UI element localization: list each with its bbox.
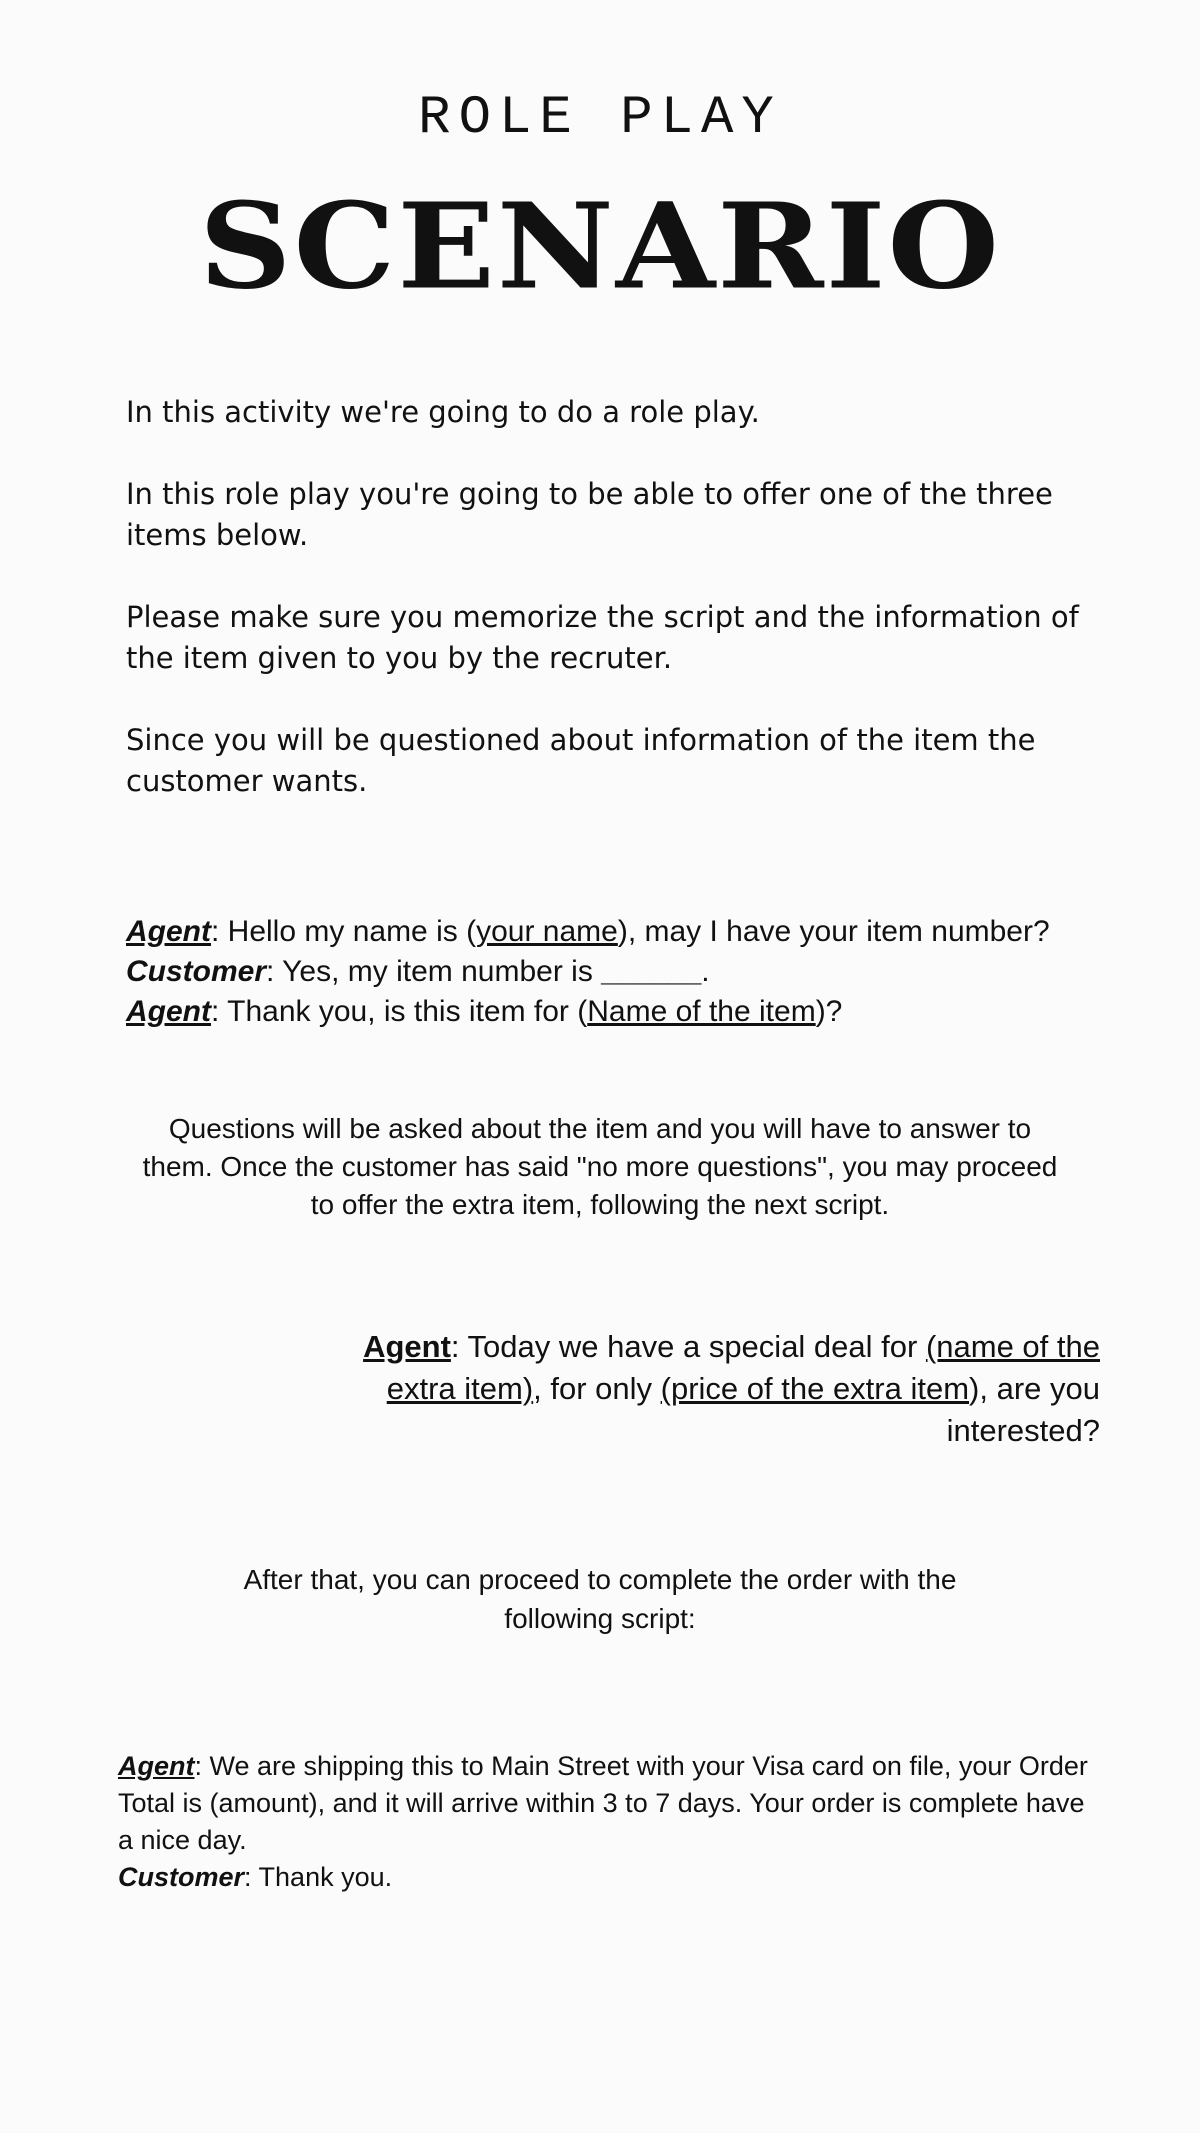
placeholder-extra-item: (name of the extra item) [386, 1329, 1100, 1406]
placeholder-your-name: your name [476, 915, 618, 948]
speaker-customer: Customer [118, 1862, 245, 1892]
script-line-2 [126, 952, 1106, 992]
page-title: SCENARIO [199, 178, 1001, 316]
speaker-agent: Agent [126, 995, 211, 1028]
offer-text: : Today we have a special deal for [450, 1329, 926, 1364]
offer-text: , for only [533, 1371, 661, 1406]
closing-script [118, 1748, 1098, 1896]
item-number-blank: ______ [601, 955, 702, 988]
offer-script [320, 1326, 1100, 1452]
speaker-customer: Customer [126, 955, 267, 988]
intro-paragraph-4: Since you will be questioned about information of the item the customer wants. [126, 723, 1036, 798]
closing-text: : Thank you. [244, 1862, 393, 1892]
closing-agent-line [118, 1748, 1098, 1859]
speaker-agent: Agent [126, 915, 211, 948]
instructions-text: Questions will be asked about the item and you will have to answer to them. Once the customer has said "no more questions", you may proceed to offer the extra item, following the next script. [142, 1113, 1058, 1220]
script-line-1 [126, 912, 1106, 952]
intro-text [126, 392, 1086, 843]
script-text: ), may I have your item number? [617, 915, 1050, 948]
closing-text: : We are shipping this to Main Street with your Visa card on file, your Order Total is (amount), and it will arrive within 3 to 7 days. Your order is complete have a nice day. [118, 1751, 1088, 1855]
speaker-agent: Agent [118, 1751, 195, 1781]
script-text: )? [815, 995, 843, 1028]
after-text: After that, you can proceed to complete the order with the following script: [243, 1564, 957, 1634]
closing-customer-line [118, 1859, 1098, 1896]
intro-paragraph-1: In this activity we're going to do a role play. [126, 395, 760, 429]
intro-paragraph-3: Please make sure you memorize the script and the information of the item given to you by the recruter. [126, 600, 1079, 675]
offer-text: ), are you interested? [946, 1371, 1100, 1448]
script-text: . [701, 955, 710, 988]
speaker-agent: Agent [363, 1329, 451, 1364]
placeholder-extra-price: (price of the extra item [660, 1371, 970, 1406]
kicker-heading: ROLE PLAY [418, 88, 782, 149]
intro-paragraph-2: In this role play you're going to be able to offer one of the three items below. [126, 477, 1053, 552]
placeholder-item-name: Name of the item [587, 995, 816, 1028]
script-text: : Hello my name is ( [211, 915, 477, 948]
script-text: : Yes, my item number is [266, 955, 602, 988]
script-text: : Thank you, is this item for ( [211, 995, 588, 1028]
script-line-3 [126, 992, 1106, 1032]
opening-script [126, 912, 1106, 1032]
